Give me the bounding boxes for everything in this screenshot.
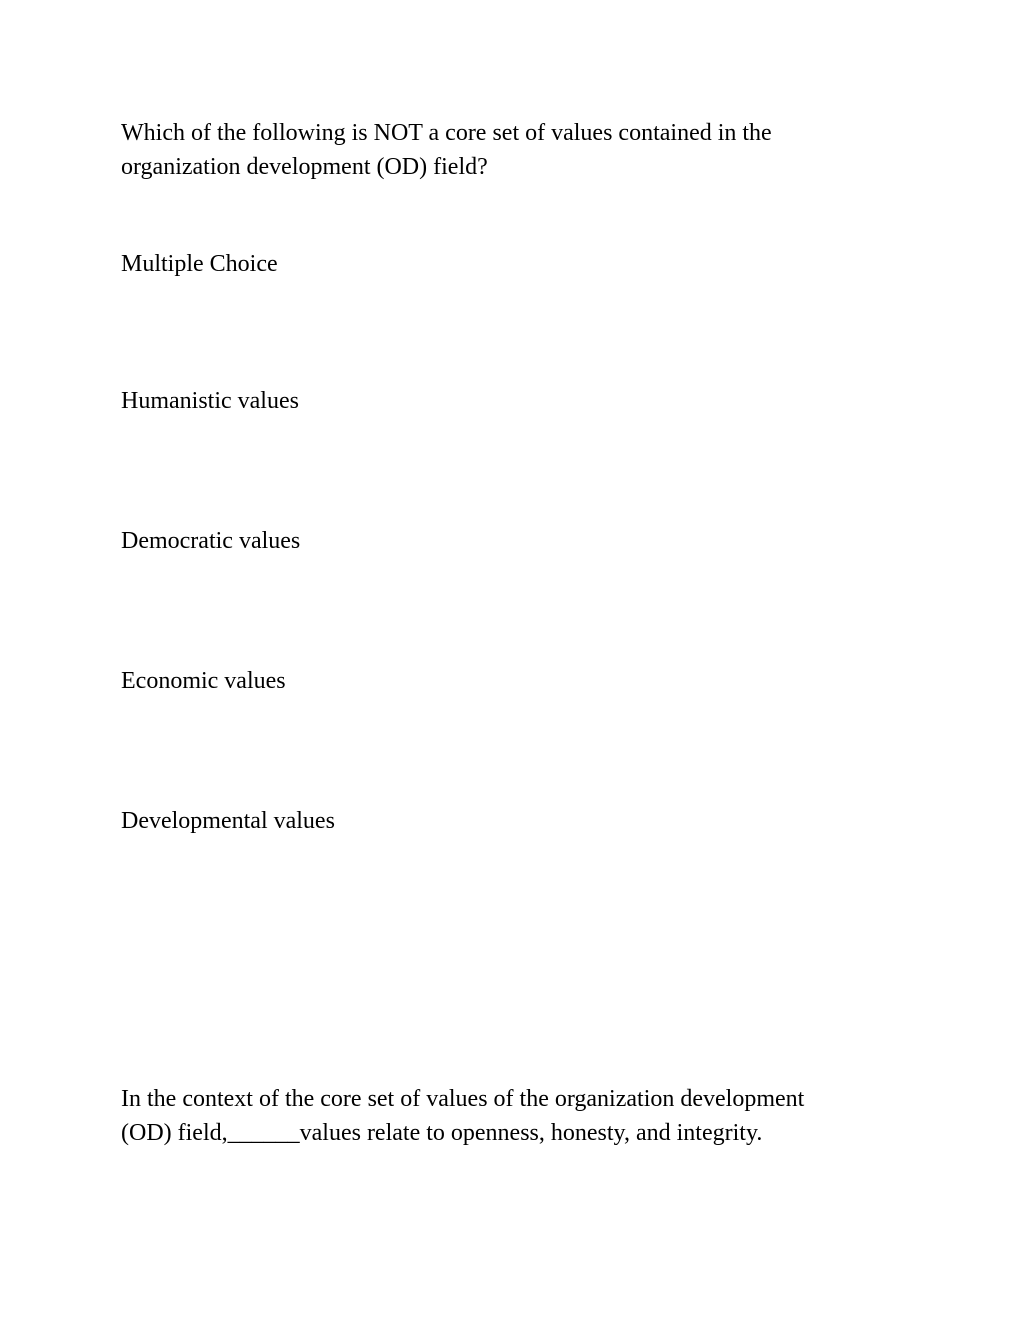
question-1-line-1: Which of the following is NOT a core set of values contained in the — [121, 120, 772, 146]
answer-option-economic[interactable]: Economic values — [121, 668, 286, 694]
question-1-text — [121, 116, 921, 184]
question-2-text — [121, 1082, 911, 1150]
answer-option-democratic[interactable]: Democratic values — [121, 528, 301, 554]
question-1-line-2: organization development (OD) field? — [121, 154, 488, 180]
answer-option-developmental[interactable]: Developmental values — [121, 808, 335, 834]
question-2-line-2: (OD) field,______values relate to openness, honesty, and integrity. — [121, 1120, 763, 1146]
answer-option-humanistic[interactable]: Humanistic values — [121, 388, 299, 414]
question-2-line-1: In the context of the core set of values of the organization development — [121, 1086, 805, 1112]
question-type-label: Multiple Choice — [121, 251, 278, 277]
